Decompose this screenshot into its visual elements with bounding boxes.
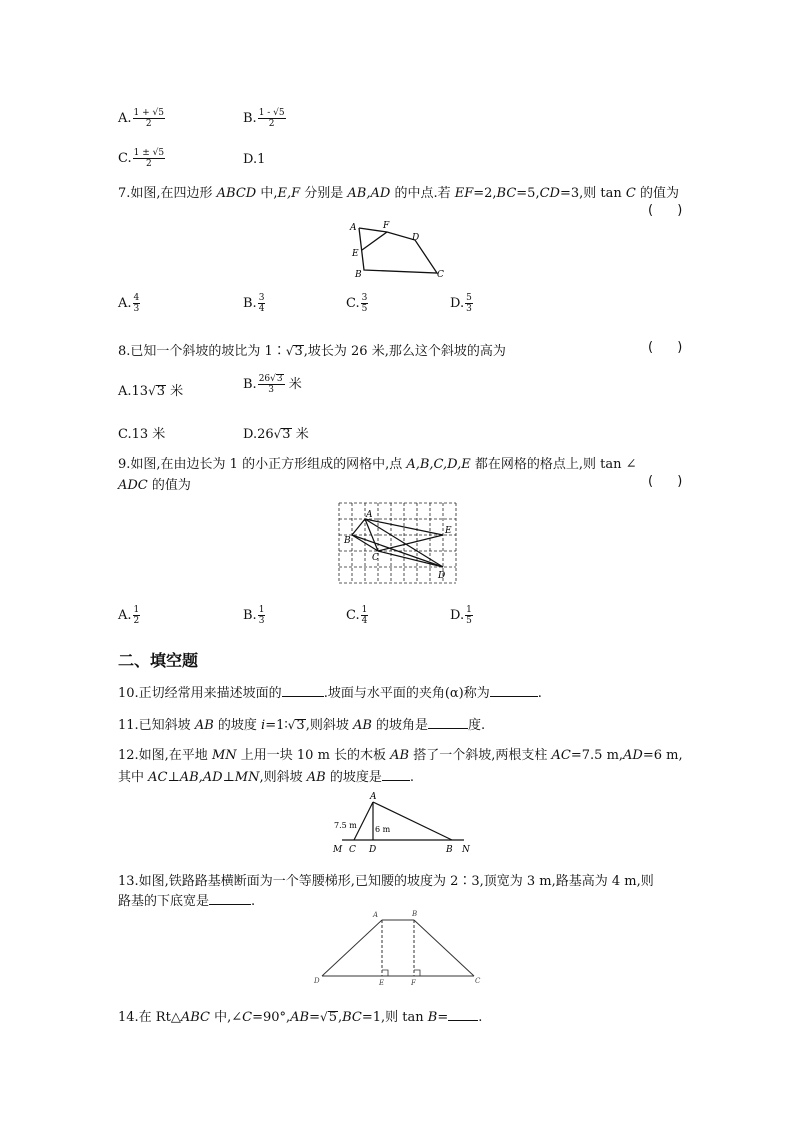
q9-option-d [450,605,473,626]
q7-answer-paren: ( ) [648,203,693,218]
text: D.26 [243,427,274,442]
text: AB [194,718,214,733]
sqrt-icon: √ [287,718,296,732]
denominator: 3 [466,304,472,314]
sqrt-icon: √ [148,384,156,398]
label-b: B [446,845,453,855]
text: BC [342,1010,362,1025]
numerator: 1 [466,605,472,615]
q12-question-line2 [118,766,414,785]
answer-blank[interactable] [448,1019,478,1021]
denominator: 2 [133,616,140,626]
label-c: C [372,553,379,563]
fraction [465,605,473,626]
text: = [309,1010,321,1025]
text: 中,∠ [209,1010,243,1025]
text: ABC [180,1010,210,1025]
label-d: D [438,571,446,581]
q7-option-b [243,293,265,314]
unit: 米 [284,377,302,392]
option-prefix: B. [243,608,257,623]
text: =1,则 tan [361,1010,428,1025]
quadrilateral-outline [359,228,437,273]
text: , [337,1010,343,1025]
fraction [258,605,266,626]
q8-option-d [243,423,309,442]
fraction [258,108,286,129]
text: . [537,686,542,701]
text: =2, [473,186,497,201]
option-prefix: D. [450,608,465,623]
text: .坡面与水平面的夹角(α)称为 [323,686,490,701]
text: A.13 [118,384,149,399]
label-c: C [349,845,356,855]
text: 搭了一个斜坡,两根支柱 [409,748,552,763]
numerator: 5 [466,293,472,303]
numerator: 1 + √5 [133,108,164,118]
q9-answer-paren: ( ) [648,474,693,489]
text: 其中 [118,770,149,785]
q8-answer-paren: ( ) [648,340,693,355]
text: CD [539,186,560,201]
text: AB [390,748,410,763]
text: . [251,894,256,909]
text: ,则斜坡 [259,770,307,785]
q7-option-a [118,293,140,314]
text: BC [496,186,517,201]
label-n: N [462,845,470,855]
q8-question [118,340,506,359]
label-d: D [412,233,420,243]
q12-slope-figure [330,792,480,856]
numerator: 1 - √5 [258,108,285,118]
text: 9.如图,在由边长为 1 的小正方形组成的网格中,点 [118,457,407,472]
fraction [133,148,165,169]
figure-segments [352,519,443,567]
sqrt-icon: √ [270,374,276,384]
q13-question-line2 [118,890,255,909]
text: =6 m, [642,748,683,763]
label-a: A [350,223,357,233]
denominator: 2 [268,119,275,129]
text: . [478,1010,483,1025]
numerator: 3 [258,293,265,303]
q12-question-line1 [118,744,683,763]
text: ADC [118,478,148,493]
label-a: A [373,911,379,919]
text: AC⊥AB,AD⊥MN [148,770,260,785]
option-prefix: A. [118,296,132,311]
text: EF [454,186,474,201]
segment-ef [362,232,387,250]
text: 分别是 [300,186,348,201]
text: 14.在 Rt△ [118,1010,181,1025]
denominator: 2 [145,159,152,169]
label-m: M [333,845,343,855]
text: 的坡度是 [325,770,382,785]
text: . [409,770,414,785]
text: 上用一块 10 m 长的木板 [236,748,391,763]
radicand: 5 [328,1010,337,1025]
label-d: D [314,977,320,985]
answer-blank[interactable] [428,727,468,729]
sqrt-icon: √ [285,344,294,358]
label-c: C [437,270,444,280]
sqrt-icon: √ [273,427,282,441]
text: MN [211,748,237,763]
text: ,坡长为 26 米,那么这个斜坡的高为 [303,344,506,359]
option-prefix: C. [346,296,360,311]
text: i [261,718,266,733]
q6-option-b [243,108,286,129]
denominator: 3 [268,385,275,395]
trapezoid-outline [322,920,474,976]
denominator: 3 [258,616,265,626]
option-prefix: D. [450,296,465,311]
numerator [258,374,285,385]
text: AB,AD [347,186,391,201]
text: = [437,1010,449,1025]
numerator: 1 ± √5 [133,148,165,158]
q9-grid-figure [336,499,460,587]
text: AB [290,1010,310,1025]
label-b: B [412,910,418,918]
unit: 米 [166,384,184,399]
label-b: B [355,270,362,280]
text: 度. [468,718,486,733]
text: 的值为 [147,478,191,493]
label-d: D [369,845,377,855]
label-f: F [383,221,390,231]
text: =5, [516,186,540,201]
text: ABCD [216,186,257,201]
text: 中, [256,186,278,201]
label-a: A [366,510,373,520]
q8-option-c: C.13 米 [118,427,166,442]
denominator: 4 [361,616,368,626]
denominator: 5 [466,616,472,626]
denominator: 3 [133,304,140,314]
text: C [242,1010,253,1025]
q13-trapezoid-figure [308,906,488,986]
option-prefix: B. [243,296,257,311]
text: A,B,C,D,E [406,457,471,472]
q6-option-d: D.1 [243,152,266,167]
fraction [361,293,369,314]
q9-question-line1 [118,453,637,472]
height-lines [382,920,414,976]
label-b: B [344,536,351,546]
radicand: 3 [296,718,305,733]
text: 都在网格的格点上,则 tan ∠ [470,457,637,472]
q8-option-b [243,373,302,395]
q10-question [118,682,542,701]
answer-blank[interactable] [382,779,410,781]
text: 7.如图,在四边形 [118,186,217,201]
text: AB [306,770,326,785]
fraction [133,605,141,626]
denominator: 5 [361,304,368,314]
section-title: 二、填空题 [118,651,199,670]
text: 26 [258,374,271,384]
q13-question-line1: 13.如图,铁路路基横断面为一个等腰梯形,已知腰的坡度为 2∶3,顶宽为 3 m,路基高为 4 m,则 [118,874,654,889]
fraction [258,293,266,314]
radicand: 3 [156,384,165,399]
q11-question [118,714,485,733]
label-e: E [379,979,385,986]
text: =90°, [252,1010,291,1025]
text: E,F [277,186,301,201]
text: =3,则 tan [559,186,626,201]
option-prefix: C. [118,151,132,166]
q9-option-a [118,605,140,626]
q7-option-c [346,293,368,314]
option-prefix: A. [118,111,132,126]
board-ab [373,802,452,840]
text: 8.已知一个斜坡的坡比为 1∶ [118,344,286,359]
denominator: 2 [145,119,152,129]
fraction [258,374,285,395]
label-a: A [370,792,377,802]
numerator: 4 [133,293,140,303]
numerator: 1 [133,605,140,615]
fraction [133,293,141,314]
text: 12.如图,在平地 [118,748,212,763]
text: AC [551,748,571,763]
q9-option-b [243,605,265,626]
sqrt-icon: √ [320,1010,328,1024]
text: 路基的下底宽是 [118,894,210,909]
text: 的值为 [635,186,679,201]
text: =1∶ [265,718,288,733]
q6-option-c [118,148,165,169]
unit: 米 [291,427,309,442]
q7-question [118,182,679,201]
option-prefix: B. [243,111,257,126]
text: 11.已知斜坡 [118,718,195,733]
label-e: E [352,249,359,259]
text: 的坡度 [213,718,262,733]
denominator: 4 [258,304,265,314]
q7-quadrilateral-figure [345,218,450,280]
text: ,则斜坡 [305,718,353,733]
text: 的中点.若 [390,186,455,201]
radicand: 3 [282,427,291,442]
fraction [361,605,369,626]
label-f: F [411,979,416,986]
label-ad-length: 6 m [375,825,391,834]
option-prefix: C. [346,608,360,623]
fraction [133,108,165,129]
text: 的坡角是 [371,718,429,733]
q14-question [118,1006,482,1025]
answer-blank[interactable] [490,695,538,697]
radicand: 3 [294,344,303,359]
radicand: 3 [276,374,283,384]
numerator: 1 [361,605,368,615]
numerator: 1 [258,605,265,615]
option-prefix: B. [243,377,257,392]
label-c: C [475,977,481,985]
option-prefix: A. [118,608,132,623]
q7-option-d [450,293,473,314]
text: AB [352,718,372,733]
q9-option-c [346,605,368,626]
q8-option-a [118,380,183,399]
label-ac-length: 7.5 m [334,821,357,830]
label-e: E [445,526,452,536]
text: B [427,1010,438,1025]
q9-question-line2 [118,474,191,493]
q6-option-a [118,108,165,129]
fraction [465,293,473,314]
text: AD [623,748,643,763]
text: 10.正切经常用来描述坡面的 [118,686,282,701]
answer-blank[interactable] [282,695,324,697]
answer-blank[interactable] [209,903,251,905]
numerator: 3 [361,293,368,303]
text: C [625,186,636,201]
text: =7.5 m, [570,748,624,763]
